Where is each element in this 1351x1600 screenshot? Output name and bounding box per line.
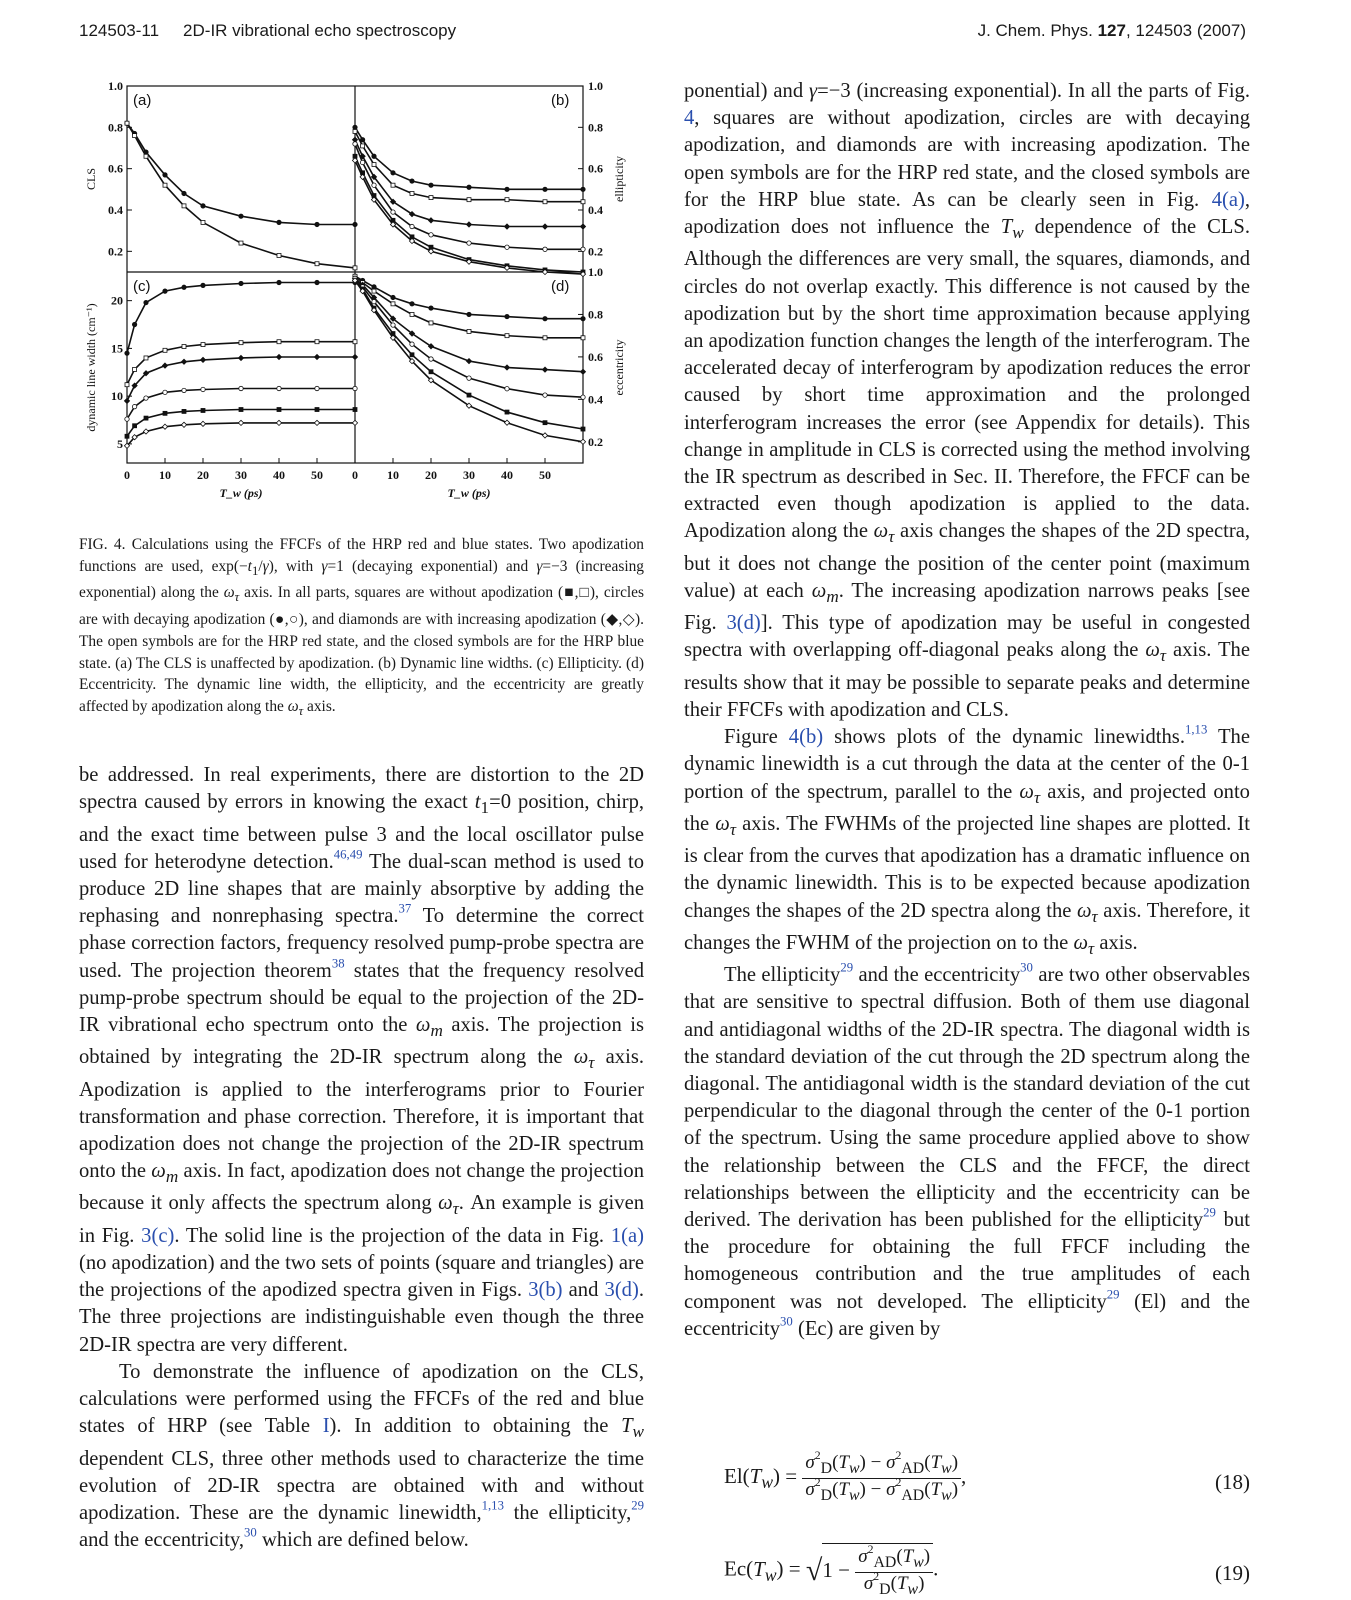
data-point [410, 179, 414, 183]
data-point [353, 266, 357, 270]
data-point [581, 200, 585, 204]
data-point [429, 370, 433, 374]
equation-18: $El(T_w)$ = $\frac{\sigma^2_D(T_w) - \sigma^2_{AD}(T_w)}{\sigma^2_D(T_w) - \sigma^2_{AD}(T_w)}$ , (18) [724, 1449, 1250, 1504]
data-point [360, 160, 364, 164]
series-line [127, 357, 355, 401]
data-point [361, 144, 365, 148]
panel-label: (d) [551, 278, 570, 295]
panel-label: (c) [133, 278, 151, 295]
figure-caption: FIG. 4. Calculations using the FFCFs of the HRP red and blue states. Two apodization functions are used, $\exp(-t_1/\gamma)$, with γ=1 (decaying exponential) and γ=−3 (increasing exponential) along the $\omega_\tau$ axis. In all parts, squares are without apodization (■,□), circles are with decaying apodization (●,○), and diamonds are with increasing apodization (◆,◇). The open symbols are for the HRP red state, and the closed symbols are for the HRP blue state. (a) The CLS is unaffected by apodization. (b) Dynamic line widths. (c) Ellipticity. (d) Eccentricity. The dynamic line width, the ellipticity, and the eccentricity are greatly affected by apodization along the $\omega_\tau$ axis. [79, 536, 644, 719]
equation-fraction: $\frac{\sigma^2_D(T_w) - \sigma^2_{AD}(T_w)}{\sigma^2_D(T_w) - \sigma^2_{AD}(T_w)}$ [802, 1452, 961, 1505]
data-point [163, 348, 167, 352]
data-point [239, 408, 243, 412]
data-point [276, 354, 281, 359]
equation-19: $Ec(T_w) = √1$ − $\frac{\sigma^2_{AD}(T_w)}{\sigma^2_D(T_w)}$ . (19) [724, 1543, 1250, 1598]
data-point [352, 354, 357, 359]
data-point [580, 439, 585, 444]
figure-4 [79, 70, 639, 530]
series-line [355, 140, 583, 227]
data-point [352, 420, 357, 425]
data-point [277, 253, 281, 257]
x-axis-label: T_w (ps) [219, 486, 263, 500]
data-point [410, 191, 414, 195]
figure-4-plot [79, 70, 639, 530]
data-point [133, 367, 137, 371]
data-point [353, 408, 357, 412]
data-point [238, 355, 243, 360]
data-point [162, 363, 167, 368]
data-point [125, 417, 129, 421]
y-tick-label: 0.6 [588, 349, 603, 364]
data-point [504, 224, 509, 229]
data-point [162, 424, 167, 429]
data-point [410, 302, 414, 306]
y-tick-label: 15 [111, 341, 123, 356]
data-point [505, 198, 509, 202]
data-point [239, 341, 243, 345]
data-point [163, 411, 167, 415]
data-point [144, 416, 148, 420]
data-point [581, 395, 585, 399]
data-point [200, 357, 205, 362]
y-tick-label: 0.4 [108, 203, 123, 217]
y-tick-label: 0.2 [588, 434, 603, 449]
data-point [543, 247, 547, 251]
series-line [127, 123, 355, 268]
data-point [581, 316, 585, 320]
equation-number: (18) [1215, 1470, 1250, 1494]
data-point [353, 340, 357, 344]
data-point [239, 386, 243, 390]
data-point [410, 353, 414, 357]
data-point [353, 129, 357, 133]
data-point [124, 398, 129, 403]
data-point [429, 196, 433, 200]
data-point [132, 404, 136, 408]
series-line [355, 132, 583, 202]
y-tick-label: 20 [111, 293, 123, 308]
data-point [505, 245, 509, 249]
data-point [201, 204, 205, 208]
data-point [315, 340, 319, 344]
data-point [391, 295, 395, 299]
volume-number: 127 [1097, 21, 1126, 40]
data-point [504, 420, 509, 425]
data-point [543, 393, 547, 397]
section-title: 2D-IR vibrational echo spectroscopy [183, 21, 457, 40]
data-point [314, 354, 319, 359]
data-point [277, 408, 281, 412]
data-point [277, 220, 281, 224]
data-point [581, 427, 585, 431]
y-tick-label: 0.8 [108, 120, 123, 135]
x-tick-label: 0 [352, 468, 358, 482]
data-point [543, 421, 547, 425]
data-point [277, 386, 281, 390]
data-point [467, 198, 471, 202]
series-line [355, 156, 583, 272]
data-point [239, 281, 243, 285]
data-point [181, 359, 186, 364]
x-tick-label: 40 [501, 468, 513, 482]
data-point [391, 302, 395, 306]
data-point [429, 183, 433, 187]
x-tick-label: 10 [159, 468, 171, 482]
panel-label: (b) [551, 92, 570, 109]
data-point [163, 289, 167, 293]
page-id: 124503-11 [79, 21, 160, 40]
x-tick-label: 50 [311, 468, 323, 482]
y-axis-label: dynamic line width (cm⁻¹) [84, 303, 98, 432]
data-point [201, 283, 205, 287]
y-tick-label: 0.4 [588, 392, 603, 407]
data-point [200, 421, 205, 426]
series-line [355, 278, 583, 371]
data-point [182, 285, 186, 289]
y-tick-label: 1.0 [108, 79, 123, 93]
data-point [410, 342, 414, 346]
data-point [467, 241, 471, 245]
data-point [353, 142, 357, 146]
data-point [543, 336, 547, 340]
data-point [315, 386, 319, 390]
data-point [181, 422, 186, 427]
y-axis-label: CLS [84, 167, 98, 191]
y-axis-label: eccentricity [612, 339, 626, 396]
data-point [581, 187, 585, 191]
data-point [353, 386, 357, 390]
x-tick-label: 20 [425, 468, 437, 482]
data-point [144, 356, 148, 360]
paragraph: be addressed. In real experiments, there are distortion to the 2D spectra caused by errors in knowing the exact $t_1=0$ position, chirp, and the exact time between pulse 3 and the local oscillator pulse used for heterodyne detection.$^{46,49}$ The dual-scan method is used to produce 2D line shapes that are mainly absorptive by adding the rephasing and nonrephasing spectra.$^{37}$ To determine the correct phase correction factors, frequency resolved pump-probe spectra are used. The projection theorem$^{38}$ states that the frequency resolved pump-probe spectrum should be equal to the projection of the 2D-IR vibrational echo spectrum onto the $\omega_m$ axis. The projection is obtained by integrating the 2D-IR spectrum along the $\omega_\tau$ axis. Apodization is applied to the interferograms prior to Fourier transformation and phase correction. Therefore, it is important that apodization does not change the projection of the 2D-IR spectrum onto the $\omega_m$ axis. In fact, apodization does not change the projection because it only affects the spectrum along $\omega_\tau$. An example is given in Fig. 3(c). The solid line is the projection of the data in Fig. 1(a) (no apodization) and the two sets of points (square and triangles) are the projections of the apodized spectra given in Figs. 3(b) and 3(d). The three projections are indistinguishable even though the three 2D-IR spectra are very different. [79, 764, 645, 1356]
data-point [372, 285, 376, 289]
data-point [429, 357, 433, 361]
paragraph: Figure 4(b) shows plots of the dynamic linewidths.$^{1,13}$ The dynamic linewidth is a cut through the data at the center of the 0-1 portion of the spectrum, parallel to the $\omega_\tau$ axis, and projected onto the $\omega_\tau$ axis. The FWHMs of the projected line shapes are plotted. It is clear from the curves that apodization has a dramatic influence on the dynamic linewidth. This is to be expected because apodization changes the shapes of the 2D spectra along the $\omega_\tau$ axis. Therefore, it changes the FWHM of the projection on to the $\omega_\tau$ axis. [684, 722, 1251, 958]
data-point [163, 173, 167, 177]
data-point [163, 183, 167, 187]
data-point [163, 390, 167, 394]
data-point [125, 434, 129, 438]
data-point [543, 187, 547, 191]
equation-number: (19) [1215, 1561, 1250, 1585]
data-point [580, 369, 585, 374]
y-tick-label: 0.2 [108, 244, 123, 259]
paragraph: The ellipticity$^{29}$ and the eccentricity$^{30}$ are two other observables that are sensitive to spectral diffusion. Both of them use diagonal and antidiagonal widths of the 2D-IR spectra. The diagonal width is the standard deviation of the cut through the 2D spectrum along the diagonal. The antidiagonal width is the standard deviation of the cut perpendicular to the diagonal through the center of the 0-1 portion of the spectrum. Using the same procedure applied above to show the relationship between the CLS and the FFCF, the direct relationships between the ellipticity and the eccentricity can be derived. The derivation has been published for the ellipticity$^{29}$ but the procedure for obtaining the full FFCF including the homogeneous contribution and the true amplitudes of each component was not developed. The ellipticity$^{29}$ (El) and the eccentricity$^{30}$ (Ec) are given by [684, 960, 1251, 1340]
y-tick-label: 0.6 [588, 161, 603, 176]
paragraph: ponential) and γ=−3 (increasing exponential). In all the parts of Fig. 4, squares are without apodization, circles are with decaying apodization, and diamonds are with increasing apodization. The open symbols are for the HRP red state, and the closed symbols are for the HRP blue state. As can be clearly seen in Fig. 4(a), apodization does not influence the $T_w$ dependence of the CLS. Although the differences are very small, the squares, diamonds, and circles do not overlap exactly. This difference is not caused by the apodization but by the short time approximation because applying an apodization function changes the length of the interferogram. The accelerated decay of interferogram by apodization reduces the error caused by short time approximation and the prolonged interferogram increases the error (see Appendix for details). This change in amplitude in CLS is corrected using the method involving the IR spectrum as described in Sec. II. Therefore, the FFCF can be extracted even though apodization is applied to the data. Apodization along the $\omega_\tau$ axis changes the shapes of the 2D spectra, but it does not change the position of the center point (maximum value) at each $\omega_m$. The increasing apodization narrows peaks [see Fig. 3(d)]. This type of apodization may be useful in congested spectra with overlapping off-diagonal peaks along the $\omega_\tau$ axis. The results show that it may be possible to separate peaks and determine their FFCFs with apodization and CLS. [684, 80, 1251, 721]
y-tick-label: 0.6 [108, 161, 123, 176]
data-point [125, 121, 129, 125]
data-point [543, 316, 547, 320]
data-point [238, 420, 243, 425]
data-point [429, 233, 433, 237]
data-point [467, 312, 471, 316]
x-tick-label: 10 [387, 468, 399, 482]
y-tick-label: 10 [111, 389, 123, 404]
y-tick-label: 0.8 [588, 307, 603, 322]
data-point [144, 396, 148, 400]
data-point [372, 154, 376, 158]
data-point [429, 321, 433, 325]
data-point [201, 220, 205, 224]
right-column [684, 78, 1250, 1343]
data-point [504, 365, 509, 370]
citation-tail: , 124503 (2007) [1125, 21, 1246, 40]
x-tick-label: 30 [463, 468, 475, 482]
data-point [543, 200, 547, 204]
data-point [182, 409, 186, 413]
data-point [429, 306, 433, 310]
y-axis-label: ellipticity [612, 156, 626, 202]
data-point [201, 408, 205, 412]
data-point [467, 376, 471, 380]
data-point [133, 424, 137, 428]
data-point [353, 125, 357, 129]
data-point [182, 191, 186, 195]
x-tick-label: 40 [273, 468, 285, 482]
data-point [315, 408, 319, 412]
data-point [542, 224, 547, 229]
data-point [505, 410, 509, 414]
data-point [410, 224, 414, 228]
data-point [277, 280, 281, 284]
y-tick-label: 0.4 [588, 203, 603, 217]
data-point [467, 329, 471, 333]
y-tick-label: 0.8 [588, 120, 603, 135]
series-line [127, 423, 355, 446]
data-point [132, 322, 136, 326]
data-point [542, 367, 547, 372]
data-point [125, 383, 129, 387]
x-tick-label: 50 [539, 468, 551, 482]
data-point [466, 222, 471, 227]
left-column [79, 762, 644, 1554]
data-point [201, 387, 205, 391]
panel-label: (a) [133, 92, 152, 109]
series-line [127, 342, 355, 385]
data-point [239, 214, 243, 218]
data-point [391, 171, 395, 175]
data-point [467, 185, 471, 189]
data-point [505, 387, 509, 391]
x-tick-label: 0 [124, 468, 130, 482]
data-point [410, 312, 414, 316]
data-point [182, 204, 186, 208]
data-point [239, 241, 243, 245]
data-point [372, 163, 376, 167]
data-point [391, 323, 395, 327]
running-header-left [79, 21, 456, 41]
data-point [581, 247, 585, 251]
data-point [372, 289, 376, 293]
x-tick-label: 30 [235, 468, 247, 482]
data-point [391, 183, 395, 187]
data-point [580, 224, 585, 229]
data-point [314, 420, 319, 425]
data-point [466, 359, 471, 364]
data-point [277, 340, 281, 344]
data-point [182, 388, 186, 392]
data-point [467, 393, 471, 397]
y-tick-label: 1.0 [588, 79, 603, 93]
y-tick-label: 0.2 [588, 244, 603, 259]
data-point [315, 222, 319, 226]
data-point [353, 222, 357, 226]
series-line [355, 160, 583, 274]
data-point [372, 183, 376, 187]
data-point [505, 334, 509, 338]
data-point [315, 280, 319, 284]
data-point [143, 429, 148, 434]
data-point [133, 134, 137, 138]
data-point [428, 218, 433, 223]
y-tick-label: 1.0 [588, 265, 603, 279]
running-header-right [978, 21, 1246, 41]
data-point [201, 343, 205, 347]
data-point [144, 154, 148, 158]
data-point [182, 344, 186, 348]
x-axis-label: T_w (ps) [447, 486, 491, 500]
data-point [276, 420, 281, 425]
data-point [542, 433, 547, 438]
data-point [391, 210, 395, 214]
data-point [372, 300, 376, 304]
data-point [125, 351, 129, 355]
paragraph: To demonstrate the influence of apodization on the CLS, calculations were performed using the FFCFs of the red and blue states of HRP (see Table I). In addition to obtaining the $T_w$ dependent CLS, three other methods used to characterize the time evolution of 2D-IR spectra are obtained with and without apodization. These are the dynamic linewidth,$^{1,13}$ the ellipticity,$^{29}$ and the eccentricity,$^{30}$ which are defined below. [79, 1360, 644, 1552]
series-line [127, 123, 355, 224]
x-tick-label: 20 [197, 468, 209, 482]
journal-name: J. Chem. Phys. [977, 21, 1093, 40]
data-point [315, 262, 319, 266]
data-point [505, 314, 509, 318]
data-point [505, 187, 509, 191]
data-point [144, 300, 148, 304]
y-tick-label: 5 [117, 436, 123, 451]
data-point [581, 336, 585, 340]
